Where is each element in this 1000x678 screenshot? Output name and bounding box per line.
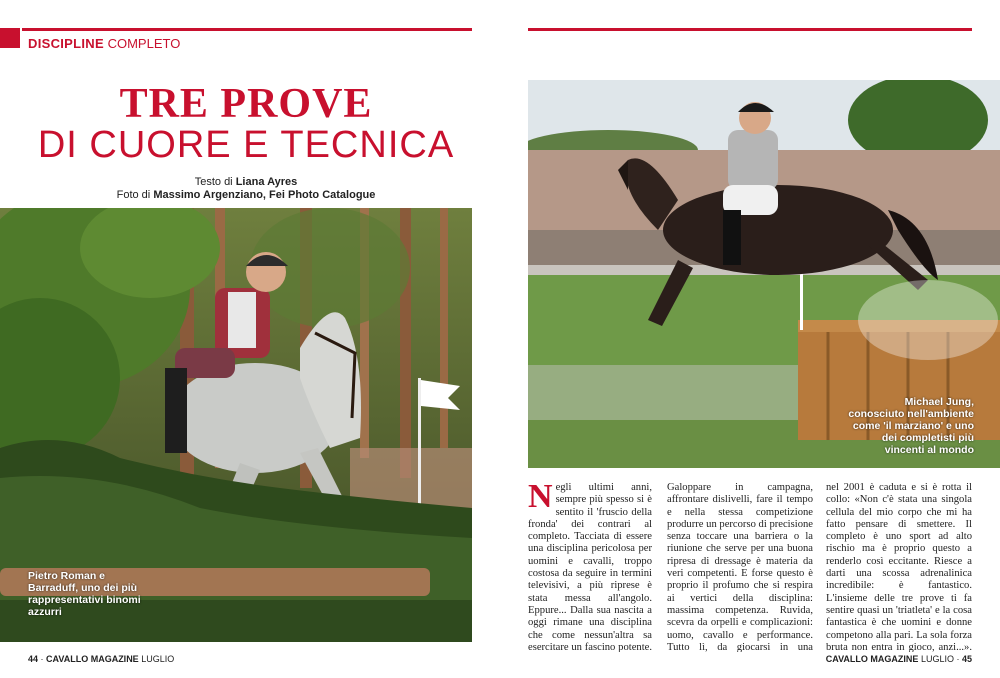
header-rule-left — [22, 28, 472, 31]
header-rule-right — [528, 28, 972, 31]
section-subname: COMPLETO — [107, 36, 181, 51]
headline-line1: TRE PROVE — [119, 81, 373, 127]
photo-authors: Massimo Argenziano, Fei Photo Catalogue — [153, 189, 376, 201]
article-column-2: Galoppare in campagna, affrontare dislivelli, fare il tempo e nella stessa competizione produrre un percorso di precisione senza toccare una barriera o la riunione che serve per una buona ripresa di dressage è materia da veri competenti. E forse questo è proprio il profumo che si respira ai vertici della disciplina: massima competenza. Ruvida, scevra da orpelli e complicazioni: uomo, cavallo e performance. Tutto lì, da giocarsi in una — [667, 482, 813, 652]
article-credits — [0, 176, 492, 202]
issue-month-right: LUGLIO — [920, 654, 954, 664]
caption-right-photo: Michael Jung, conosciuto nell'ambiente come 'il marziano' e uno dei completisti più vincenti al mondo — [848, 396, 974, 456]
text-author: Liana Ayres — [235, 176, 298, 188]
photo-credit-prefix: Foto di — [116, 189, 151, 201]
caption-left-photo: Pietro Roman e Barraduff, uno dei più rappresentativi binomi azzurri — [28, 570, 141, 618]
magazine-name-left: CAVALLO MAGAZINE — [46, 654, 139, 664]
section-label — [28, 36, 180, 51]
section-color-tab — [0, 28, 20, 48]
headline-line2: DI CUORE E TECNICA — [37, 124, 455, 166]
magazine-name-right: CAVALLO MAGAZINE — [825, 654, 919, 664]
page-number-right: 45 — [961, 654, 972, 664]
page-number-left: 44 — [28, 654, 39, 664]
folio-right: CAVALLO MAGAZINE LUGLIO · 45 — [825, 654, 972, 664]
drop-cap: N — [528, 482, 553, 515]
column-1-text: egli ultimi anni, sempre più spesso si è sentito il 'fruscio della fronda' dei contrari al completo. Tacciata di essere una disciplina pericolosa per uomini e cavalli, troppo costosa da seguire in termini televisivi, a più riprese è stata messa all'angolo. Eppure... Dalla sua nascita a oggi rimane una disciplina che come nessun'altra sa esercitare un fascino potente. — [528, 482, 652, 652]
section-name: DISCIPLINE — [28, 36, 104, 51]
folio-left: 44 · CAVALLO MAGAZINE LUGLIO — [28, 654, 175, 664]
issue-month-left: LUGLIO — [141, 654, 175, 664]
article-column-3: nel 2001 è caduta e si è rotta il collo: «Non c'è stata una singola cellula del mio corpo che mi ha fatto pensare di smettere. Il completo è uno sport ad alto rischio ma è proprio questo a renderlo così eccitante. Riesce a darti una scossa adrenalinica incredibile: è fantastico. L'insieme delle tre prove ti fa sentire quasi un 'triatleta' e la cosa fantastica è che uomini e donne competono alla pari. La sola forza bruta non entra in gioco, anzi...». — [826, 482, 972, 652]
text-credit-prefix: Testo di — [194, 176, 233, 188]
article-column-1 — [528, 482, 652, 652]
